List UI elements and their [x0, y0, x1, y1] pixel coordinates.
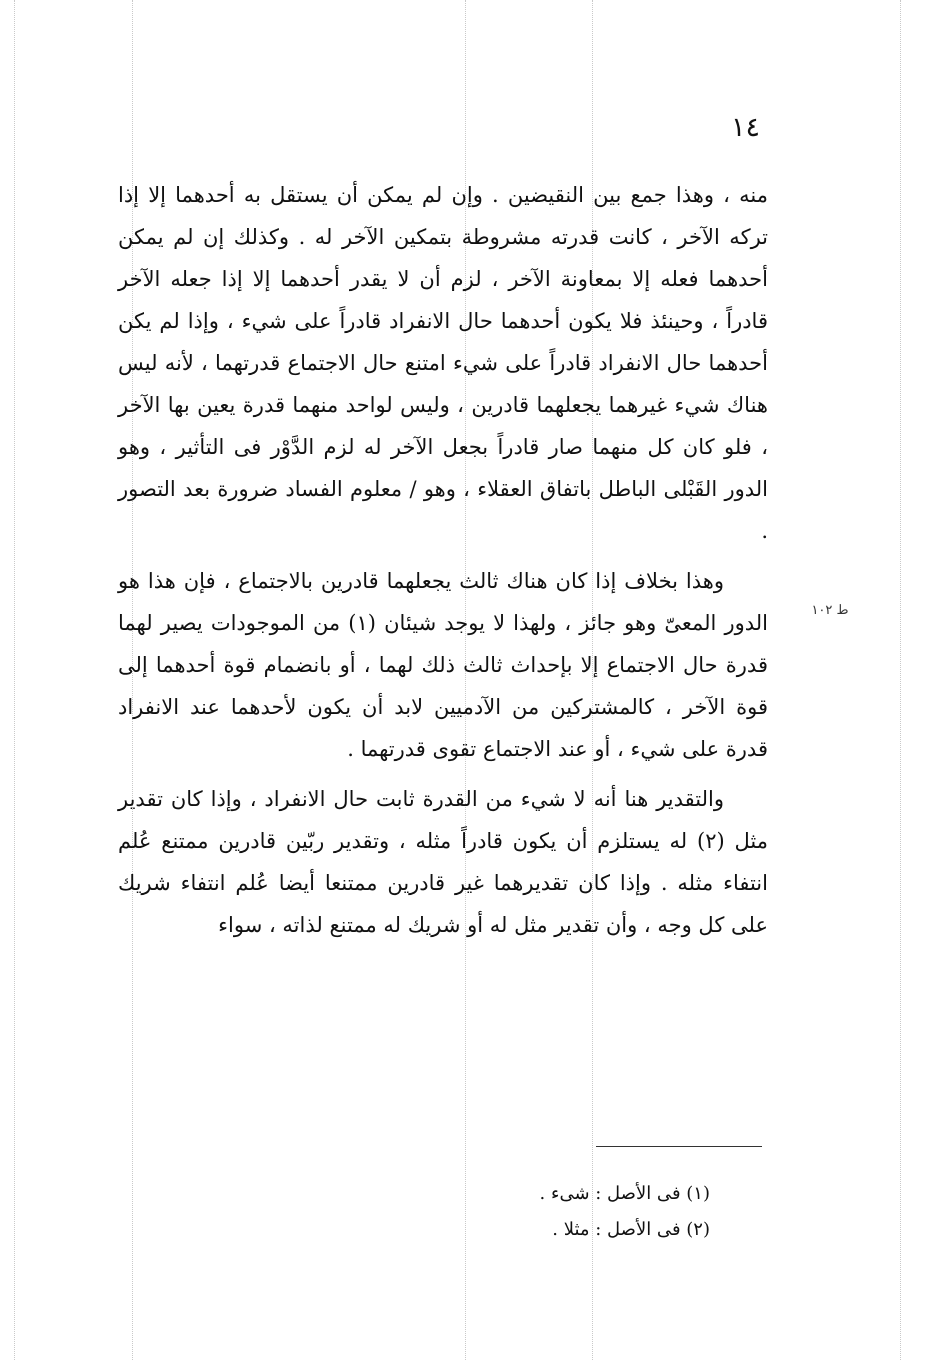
page-number: ١٤ [730, 112, 760, 143]
footnote-1: (١) فى الأصل : شىء . [539, 1183, 710, 1204]
paragraph-1: منه ، وهذا جمع بين النقيضين . وإن لم يمكن أن يستقل به أحدهما إلا إذا تركه الآخر ، كانت قدرته مشروطة بتمكين الآخر له . وكذلك إن لم يمكن أحدهما فعله إلا بمعاونة الآخر ، لزم أن لا يقدر أحدهما إلا إذا جعله الآخر قادراً ، وحينئذ فلا يكون أحدهما حال الانفراد قادراً على شيء ، وإذا لم يكن أحدهما حال الانفراد قادراً على شيء امتنع حال الاجتماع قدرتهما ، لأنه ليس هناك شيء غيرهما يجعلهما قادرين ، وليس لواحد منهما قدرة يعين بها الآخر ، فلو كان كل منهما صار قادراً بجعل الآخر له لزم الدَّوْر فى التأثير ، وهو الدور القَبْلى الباطل باتفاق العقلاء ، وهو / معلوم الفساد ضرورة بعد التصور . [118, 183, 768, 543]
footnotes [420, 1176, 710, 1248]
margin-reference: ط ١٠٢ [811, 603, 849, 618]
scan-guide-line [900, 0, 901, 1360]
footnote-divider [596, 1146, 762, 1147]
paragraph-3: والتقدير هنا أنه لا شيء من القدرة ثابت حال الانفراد ، وإذا كان تقدير مثل (٢) له يستلزم أن يكون قادراً مثله ، وتقدير ربّين قادرين ممتنع عُلم انتفاء مثله . وإذا كان تقديرهما غير قادرين ممتنعا أيضا عُلم انتفاء شريك على كل وجه ، وأن تقدير مثل له أو شريك له ممتنع لذاته ، سواء [118, 787, 768, 937]
footnote-2: (٢) فى الأصل : مثلا . [552, 1219, 710, 1240]
scan-guide-line [14, 0, 15, 1360]
paragraph-2: وهذا بخلاف إذا كان هناك ثالث يجعلهما قادرين بالاجتماع ، فإن هذا هو الدور المعىّ وهو جائز ، ولهذا لا يوجد شيئان (١) من الموجودات يصير لهما قدرة حال الاجتماع إلا بإحداث ثالث ذلك لهما ، أو بانضمام قوة أحدهما إلى قوة الآخر ، كالمشتركين من الآدميين لابد أن يكون لأحدهما عند الانفراد قدرة على شيء ، أو عند الاجتماع تقوى قدرتهما . [118, 569, 769, 761]
body-text [118, 174, 768, 946]
